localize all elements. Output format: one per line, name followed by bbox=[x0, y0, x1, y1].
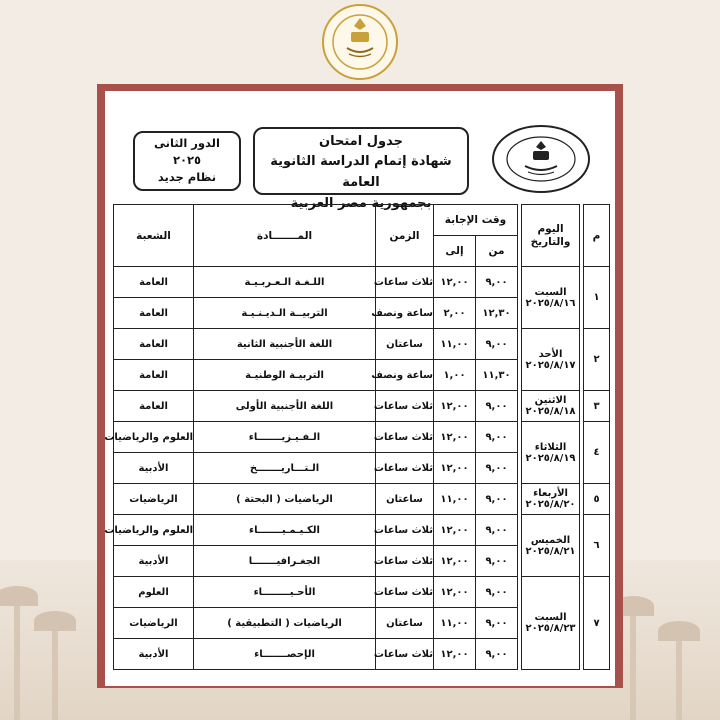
day-date: ٢٠٢٥/٨/٢١ bbox=[525, 545, 576, 557]
duration: ثلاث ساعات bbox=[376, 577, 434, 608]
table-row bbox=[114, 267, 610, 298]
header-from: من bbox=[476, 236, 518, 267]
day-name: السبت bbox=[534, 612, 567, 623]
branch: الرياضيات bbox=[114, 608, 194, 639]
header-duration: الزمن bbox=[376, 205, 434, 267]
day-and-date bbox=[522, 267, 580, 329]
time-from: ٩,٠٠ bbox=[476, 391, 518, 422]
title-line-3: بجمهورية مصر العربية bbox=[290, 196, 432, 211]
time-from: ٩,٠٠ bbox=[476, 546, 518, 577]
subject: الـتـــاريـــــــخ bbox=[194, 453, 376, 484]
subject: الرياضيات ( البحتة ) bbox=[194, 484, 376, 515]
branch: الأدبية bbox=[114, 546, 194, 577]
time-from: ٩,٠٠ bbox=[476, 329, 518, 360]
duration: ثلاث ساعات bbox=[376, 267, 434, 298]
day-name: الثلاثاء bbox=[534, 441, 567, 453]
branch: العامة bbox=[114, 360, 194, 391]
day-name: الخميس bbox=[530, 534, 571, 546]
header-num: م bbox=[584, 205, 610, 267]
subject: الـفـيـزيـــــــاء bbox=[194, 422, 376, 453]
branch: العامة bbox=[114, 391, 194, 422]
duration: ثلاث ساعات bbox=[376, 546, 434, 577]
day-number: ٣ bbox=[584, 391, 610, 422]
title-line-1: جدول امتحان bbox=[319, 134, 403, 149]
session-year: ٢٠٢٥ bbox=[172, 153, 202, 167]
time-from: ٩,٠٠ bbox=[476, 422, 518, 453]
day-date: ٢٠٢٥/٨/١٩ bbox=[525, 452, 576, 464]
branch: العلوم bbox=[114, 577, 194, 608]
table-row bbox=[114, 329, 610, 360]
table-row bbox=[114, 391, 610, 422]
time-from: ٩,٠٠ bbox=[476, 515, 518, 546]
time-to: ٢,٠٠ bbox=[434, 298, 476, 329]
time-to: ١٢,٠٠ bbox=[434, 577, 476, 608]
day-date: ٢٠٢٥/٨/١٨ bbox=[525, 406, 576, 417]
day-and-date bbox=[522, 577, 580, 670]
duration: ثلاث ساعات bbox=[376, 422, 434, 453]
day-name: السبت bbox=[534, 286, 567, 298]
header-answer-time: وقت الإجابة bbox=[434, 205, 518, 236]
session-box bbox=[133, 131, 241, 191]
time-to: ١٢,٠٠ bbox=[434, 546, 476, 577]
duration: ساعة ونصف bbox=[376, 298, 434, 329]
branch: الرياضيات bbox=[114, 484, 194, 515]
time-to: ١٢,٠٠ bbox=[434, 639, 476, 670]
duration: ساعتان bbox=[376, 608, 434, 639]
palm-tree-icon bbox=[676, 635, 682, 720]
day-and-date bbox=[522, 484, 580, 515]
time-to: ١٢,٠٠ bbox=[434, 267, 476, 298]
day-number: ١ bbox=[584, 267, 610, 329]
day-number: ٢ bbox=[584, 329, 610, 391]
time-from: ٩,٠٠ bbox=[476, 577, 518, 608]
duration: ثلاث ساعات bbox=[376, 453, 434, 484]
time-to: ١٢,٠٠ bbox=[434, 515, 476, 546]
time-to: ١٢,٠٠ bbox=[434, 391, 476, 422]
table-row bbox=[114, 484, 610, 515]
palm-tree-icon bbox=[14, 600, 20, 720]
ministry-logo bbox=[322, 4, 398, 80]
day-name: الأحد bbox=[538, 348, 563, 360]
subject: الكـيـمـيـــــــاء bbox=[194, 515, 376, 546]
day-number: ٥ bbox=[584, 484, 610, 515]
duration: ساعة ونصف bbox=[376, 360, 434, 391]
title-box bbox=[253, 127, 469, 211]
time-from: ٩,٠٠ bbox=[476, 267, 518, 298]
day-date: ٢٠٢٥/٨/٢٠ bbox=[525, 499, 576, 510]
time-to: ١١,٠٠ bbox=[434, 608, 476, 639]
day-and-date bbox=[522, 515, 580, 577]
time-from: ٩,٠٠ bbox=[476, 639, 518, 670]
time-to: ١١,٠٠ bbox=[434, 484, 476, 515]
day-date: ٢٠٢٥/٨/١٧ bbox=[525, 359, 576, 371]
subject: التربيـة الوطنيـة bbox=[194, 360, 376, 391]
title-line-2: شهادة إتمام الدراسة الثانوية العامة bbox=[270, 154, 452, 190]
subject: اللـغـة الـعـربـيـة bbox=[194, 267, 376, 298]
day-and-date bbox=[522, 422, 580, 484]
table-row bbox=[114, 422, 610, 453]
subject: اللغة الأجنبية الأولى bbox=[194, 391, 376, 422]
day-number: ٧ bbox=[584, 577, 610, 670]
session-round: الدور الثانى bbox=[154, 136, 220, 150]
branch: العامة bbox=[114, 267, 194, 298]
table-row bbox=[114, 577, 610, 608]
day-and-date bbox=[522, 329, 580, 391]
branch: الأدبية bbox=[114, 453, 194, 484]
time-from: ١١,٣٠ bbox=[476, 360, 518, 391]
day-number: ٦ bbox=[584, 515, 610, 577]
time-from: ٩,٠٠ bbox=[476, 484, 518, 515]
day-number: ٤ bbox=[584, 422, 610, 484]
branch: العامة bbox=[114, 329, 194, 360]
header-subject: المـــــــادة bbox=[194, 205, 376, 267]
time-to: ١٢,٠٠ bbox=[434, 422, 476, 453]
day-and-date bbox=[522, 391, 580, 422]
header-to: إلى bbox=[434, 236, 476, 267]
duration: ثلاث ساعات bbox=[376, 639, 434, 670]
subject: الجغـرافيـــــــا bbox=[194, 546, 376, 577]
time-to: ١١,٠٠ bbox=[434, 329, 476, 360]
subject: الرياضيات ( التطبيقية ) bbox=[194, 608, 376, 639]
exam-schedule-document bbox=[105, 91, 615, 686]
day-date: ٢٠٢٥/٨/٢٣ bbox=[525, 623, 576, 634]
time-from: ٩,٠٠ bbox=[476, 608, 518, 639]
subject: الإحصـــــــاء bbox=[194, 639, 376, 670]
day-name: الاثنين bbox=[534, 395, 567, 406]
ministry-seal-logo bbox=[491, 124, 591, 194]
branch: العامة bbox=[114, 298, 194, 329]
subject: اللغة الأجنبية الثانية bbox=[194, 329, 376, 360]
day-date: ٢٠٢٥/٨/١٦ bbox=[525, 297, 576, 309]
duration: ثلاث ساعات bbox=[376, 391, 434, 422]
header-day: اليوم والتاريخ bbox=[522, 205, 580, 267]
branch: الأدبية bbox=[114, 639, 194, 670]
palm-tree-icon bbox=[630, 610, 636, 720]
branch: العلوم والرياضيات bbox=[114, 422, 194, 453]
time-from: ٩,٠٠ bbox=[476, 453, 518, 484]
duration: ساعتان bbox=[376, 329, 434, 360]
duration: ساعتان bbox=[376, 484, 434, 515]
header-branch: الشعبة bbox=[114, 205, 194, 267]
subject: الأحـيــــــــاء bbox=[194, 577, 376, 608]
time-to: ١٢,٠٠ bbox=[434, 453, 476, 484]
exam-schedule-table bbox=[104, 204, 610, 670]
branch: العلوم والرياضيات bbox=[114, 515, 194, 546]
table-row bbox=[114, 515, 610, 546]
time-to: ١,٠٠ bbox=[434, 360, 476, 391]
session-system: نظام جديد bbox=[157, 170, 217, 184]
palm-tree-icon bbox=[52, 625, 58, 720]
duration: ثلاث ساعات bbox=[376, 515, 434, 546]
time-from: ١٢,٣٠ bbox=[476, 298, 518, 329]
day-name: الأربعاء bbox=[533, 488, 568, 499]
subject: التربيــة الـديـنـيـة bbox=[194, 298, 376, 329]
